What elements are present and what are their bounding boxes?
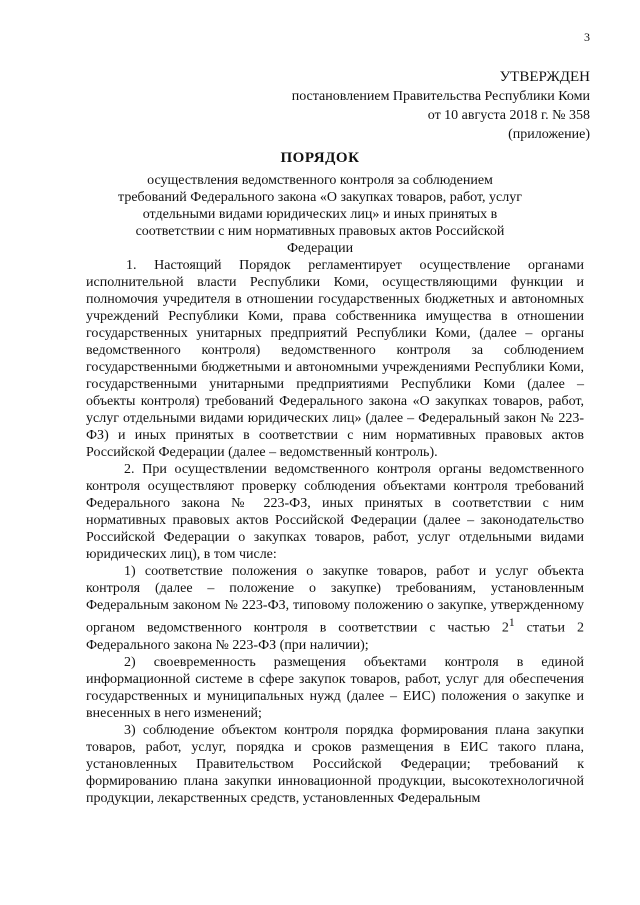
document-body — [86, 257, 584, 807]
approval-line-1: постановлением Правительства Республики Коми — [291, 89, 590, 104]
approval-line-3: (приложение) — [508, 127, 590, 142]
page-number: 3 — [584, 30, 590, 44]
paragraph-1: 1. Настоящий Порядок регламентирует осуществление органами исполнительной власти Республики Коми, осуществляющими функции и полномочия учредителя в отношении государственных бюджетных и автономных учреждений Республики Коми, права собственника имущества в отношении государственных унитарных предприятий Республики Коми, (далее – органы ведомственного контроля) ведомственного контроля за соблюдением государственными бюджетными и автономными учреждениями Республики Коми, государственными унитарными предприятиями Республики Коми (далее – объекты контроля) требований Федерального закона «О закупках товаров, работ, услуг отдельными видами юридических лиц» (далее – Федеральный закон № 223-ФЗ) и иных принятых в соответствии с ним нормативных правовых актов Российской Федерации (далее – ведомственный контроль). — [86, 258, 584, 460]
approval-title: УТВЕРЖДЕН — [499, 69, 590, 85]
list-item-2: 2) своевременность размещения объектами контроля в единой информационной системе в сфере закупок товаров, работ, услуг для обеспечения государственных и муниципальных нужд (далее – ЕИС) положения о закупке и внесенных в него изменений; — [86, 654, 584, 721]
approval-line-2: от 10 августа 2018 г. № 358 — [427, 108, 590, 123]
paragraph-2: 2. При осуществлении ведомственного контроля органы ведомственного контроля осуществляют проверку соблюдения объектами контроля требований Федерального закона № 223-ФЗ, иных принятых в соответствии с ним нормативных правовых актов Российской Федерации (далее – законодательство Российской Федерации о закупках товаров, работ, услуг отдельными видами юридических лиц), в том числе: — [86, 462, 584, 562]
list-item-1-text-end: статьи 2 Федерального закона № 223-ФЗ (при наличии); — [86, 620, 584, 653]
list-item-1 — [86, 563, 584, 654]
superscript: 1 — [508, 616, 515, 629]
document-title: ПОРЯДОК — [280, 150, 360, 166]
document-subtitle: осуществления ведомственного контроля за соблюдением требований Федерального закона «О закупках товаров, работ, услуг отдельными видами юридических лиц» и иных принятых в соответствии с ним нормативных правовых актов Российской Федерации — [118, 173, 522, 256]
list-item-3: 3) соблюдение объектом контроля порядка формирования плана закупки товаров, работ, услуг, порядка и сроков размещения в ЕИС такого плана, установленных Правительством Российской Федерации; требований к формированию плана закупки инновационной продукции, высокотехнологичной продукции, лекарственных средств, установленных Федеральным — [86, 722, 584, 806]
list-item-1-text: 1) соответствие положения о закупке товаров, работ и услуг объекта контроля (далее – положение о закупке) требованиям, установленным Федеральным законом № 223-ФЗ, типовому положению о закупке, утвержденному органом ведомственного контроля в соответствии с частью 2 — [86, 564, 584, 636]
approval-block — [292, 68, 590, 144]
